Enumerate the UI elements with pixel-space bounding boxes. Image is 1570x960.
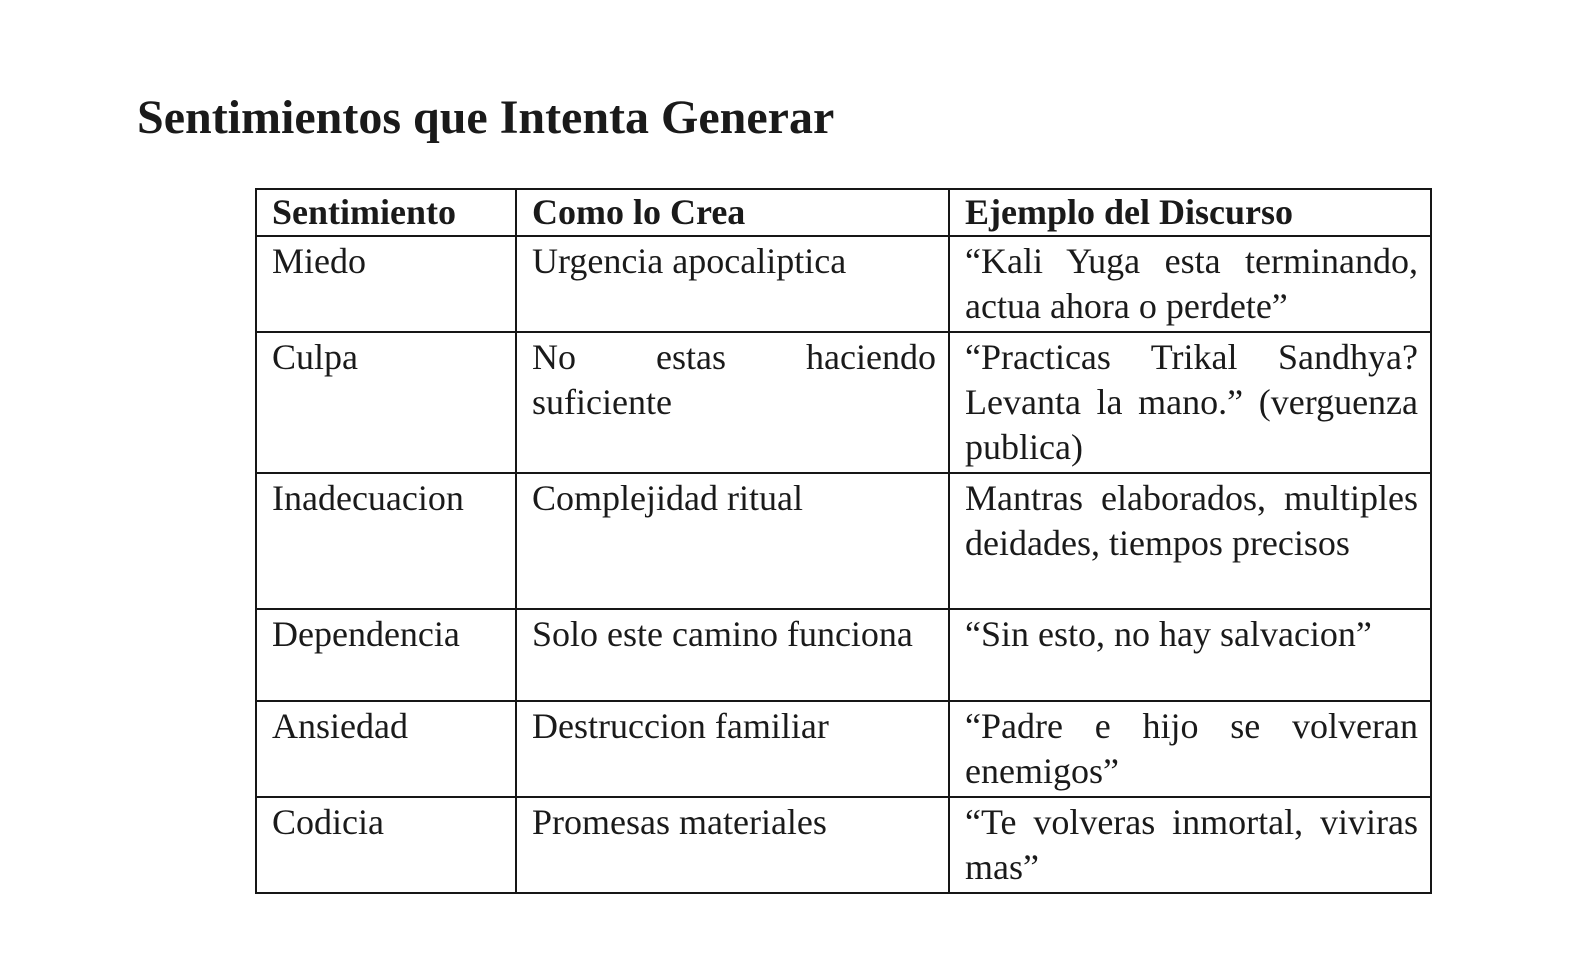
- page-title: Sentimientos que Intenta Generar: [137, 91, 835, 145]
- table-row: [256, 701, 1431, 797]
- table-row: [256, 332, 1431, 473]
- cell-como-lo-crea: Promesas materiales: [516, 797, 949, 893]
- cell-ejemplo: “Kali Yuga esta terminando, actua ahora o perdete”: [949, 236, 1431, 332]
- cell-sentimiento: Inadecuacion: [256, 473, 516, 609]
- sentiments-table-container: [255, 188, 1432, 894]
- sentiments-table: [255, 188, 1432, 894]
- cell-sentimiento: Ansiedad: [256, 701, 516, 797]
- cell-ejemplo: “Sin esto, no hay salvacion”: [949, 609, 1431, 701]
- cell-como-lo-crea: Urgencia apocaliptica: [516, 236, 949, 332]
- cell-sentimiento: Culpa: [256, 332, 516, 473]
- cell-sentimiento: Dependencia: [256, 609, 516, 701]
- cell-como-lo-crea: No estas haciendo suficiente: [516, 332, 949, 473]
- cell-como-lo-crea: Solo este camino funciona: [516, 609, 949, 701]
- cell-sentimiento: Miedo: [256, 236, 516, 332]
- cell-ejemplo: “Te volveras inmortal, viviras mas”: [949, 797, 1431, 893]
- cell-ejemplo: Mantras elaborados, multiples deidades, tiempos precisos: [949, 473, 1431, 609]
- table-row: [256, 236, 1431, 332]
- cell-como-lo-crea: Complejidad ritual: [516, 473, 949, 609]
- cell-ejemplo: “Padre e hijo se volveran enemigos”: [949, 701, 1431, 797]
- column-header-ejemplo-del-discurso: Ejemplo del Discurso: [949, 189, 1431, 236]
- cell-ejemplo: “Practicas Trikal Sandhya? Levanta la mano.” (verguenza publica): [949, 332, 1431, 473]
- column-header-como-lo-crea: Como lo Crea: [516, 189, 949, 236]
- table-row: [256, 797, 1431, 893]
- table-header-row: [256, 189, 1431, 236]
- cell-sentimiento: Codicia: [256, 797, 516, 893]
- table-row: [256, 609, 1431, 701]
- column-header-sentimiento: Sentimiento: [256, 189, 516, 236]
- cell-como-lo-crea: Destruccion familiar: [516, 701, 949, 797]
- table-row: [256, 473, 1431, 609]
